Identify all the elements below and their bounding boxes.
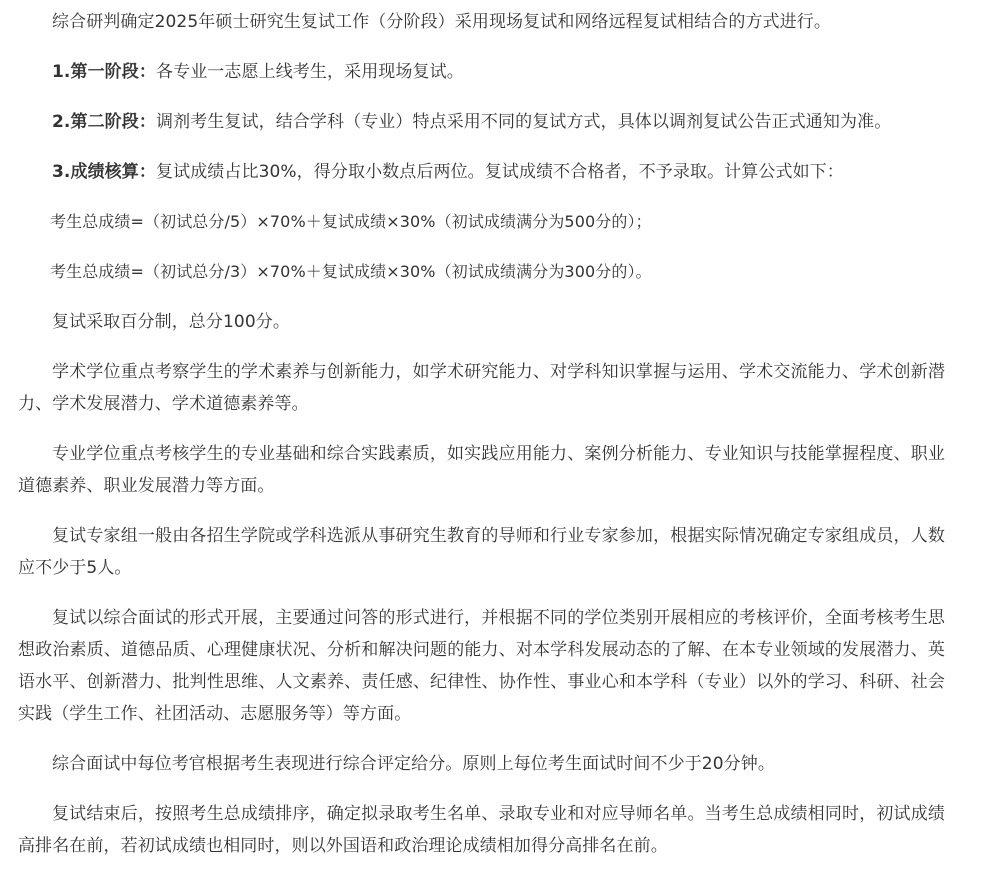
stage2-label: 2.第二阶段： xyxy=(52,112,156,132)
time-paragraph: 综合面试中每位考官根据考生表现进行综合评定给分。原则上每位考生面试时间不少于20分钟。 xyxy=(52,754,775,774)
stage3-paragraph xyxy=(18,156,945,188)
academic-paragraph: 学术学位重点考察学生的学术素养与创新能力，如学术研究能力、对学科知识掌握与运用、学术交流能力、学术创新潜力、学术发展潜力、学术道德素养等。 xyxy=(18,362,945,414)
ranking-paragraph: 复试结束后，按照考生总成绩排序，确定拟录取考生名单、录取专业和对应导师名单。当考生总成绩相同时，初试成绩高排名在前，若初试成绩也相同时，则以外国语和政治理论成绩相加得分高排名在前。 xyxy=(18,804,945,856)
stage2-paragraph xyxy=(18,106,945,138)
score-paragraph: 复试采取百分制，总分100分。 xyxy=(52,312,290,332)
formula-300: 考生总成绩=（初试总分/3）×70%＋复试成绩×30%（初试成绩满分为300分的）。 xyxy=(50,262,652,281)
stage1-label: 1.第一阶段： xyxy=(52,62,156,82)
stage1-text: 各专业一志愿上线考生，采用现场复试。 xyxy=(156,62,464,82)
formula-500: 考生总成绩=（初试总分/5）×70%＋复试成绩×30%（初试成绩满分为500分的）； xyxy=(50,212,652,231)
stage3-label: 3.成绩核算： xyxy=(52,162,156,182)
professional-paragraph: 专业学位重点考核学生的专业基础和综合实践素质，如实践应用能力、案例分析能力、专业知识与技能掌握程度、职业道德素养、职业发展潜力等方面。 xyxy=(18,444,945,496)
stage1-paragraph xyxy=(18,56,945,88)
stage2-text: 调剂考生复试，结合学科（专业）特点采用不同的复试方式，具体以调剂复试公告正式通知为准。 xyxy=(156,112,892,132)
interview-paragraph: 复试以综合面试的形式开展，主要通过问答的形式进行，并根据不同的学位类别开展相应的考核评价，全面考核考生思想政治素质、道德品质、心理健康状况、分析和解决问题的能力、对本学科发展动态的了解、在本专业领域的发展潜力、英语水平、创新潜力、批判性思维、人文素养、责任感、纪律性、协作性、事业心和本学科（专业）以外的学习、科研、社会实践（学生工作、社团活动、志愿服务等）等方面。 xyxy=(18,608,945,724)
intro-paragraph: 综合研判确定2025年硕士研究生复试工作（分阶段）采用现场复试和网络远程复试相结合的方式进行。 xyxy=(52,12,831,32)
experts-paragraph: 复试专家组一般由各招生学院或学科选派从事研究生教育的导师和行业专家参加，根据实际情况确定专家组成员，人数应不少于5人。 xyxy=(18,526,945,578)
stage3-text: 复试成绩占比30%，得分取小数点后两位。复试成绩不合格者，不予录取。计算公式如下： xyxy=(156,162,844,182)
